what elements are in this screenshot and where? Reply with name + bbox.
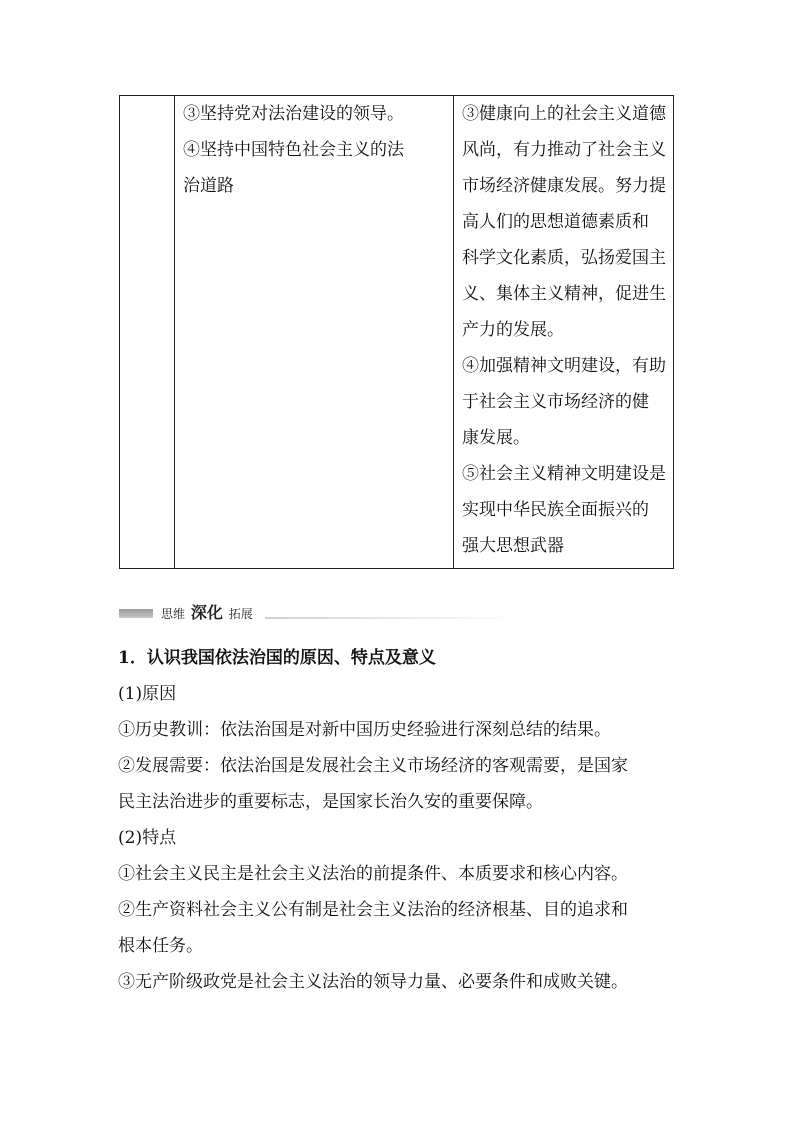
subheading-features: (2)特点	[118, 828, 177, 848]
section-header	[119, 600, 419, 626]
table-line: ④加强精神文明建设，有助	[462, 356, 666, 376]
table-line: 强大思想武器	[462, 536, 564, 556]
paragraph-line: 根本任务。	[118, 936, 203, 956]
table-line: 义、集体主义精神，促进生	[462, 284, 666, 304]
table-line: 市场经济健康发展。努力提	[462, 176, 666, 196]
paragraph-line: ①社会主义民主是社会主义法治的前提条件、本质要求和核心内容。	[118, 864, 628, 884]
section-title-part2: 深化	[190, 603, 223, 622]
table-line: 实现中华民族全面振兴的	[462, 500, 649, 520]
section-underline-decoration	[265, 617, 515, 619]
paragraph-line: 民主法治进步的重要标志，是国家长治久安的重要保障。	[118, 792, 543, 812]
paragraph-line: ③无产阶级政党是社会主义法治的领导力量、必要条件和成败关键。	[118, 972, 628, 992]
content-table	[119, 95, 674, 569]
table-line: 治道路	[183, 176, 234, 196]
table-line: ④坚持中国特色社会主义的法	[183, 140, 404, 160]
table-line: ⑤社会主义精神文明建设是	[462, 464, 666, 484]
table-row	[120, 96, 674, 569]
table-cell-right	[454, 96, 674, 569]
section-title-part3: 拓展	[228, 607, 253, 621]
paragraph-line: ①历史教训：依法治国是对新中国历史经验进行深刻总结的结果。	[118, 720, 611, 740]
table-line: 高人们的思想道德素质和	[462, 212, 649, 232]
section-heading: 1．认识我国依法治国的原因、特点及意义	[118, 648, 436, 668]
section-bar-decoration	[119, 609, 153, 618]
table-cell-empty	[120, 96, 175, 569]
table-line: 康发展。	[462, 428, 530, 448]
table-cell-left	[175, 96, 454, 569]
section-title-part1: 思维	[161, 607, 186, 621]
subheading-reasons: (1)原因	[118, 684, 177, 704]
table-line: 科学文化素质，弘扬爱国主	[462, 248, 666, 268]
table-line: 风尚，有力推动了社会主义	[462, 140, 666, 160]
table-line: 产力的发展。	[462, 320, 564, 340]
body-text	[118, 640, 688, 1000]
table-line: ③坚持党对法治建设的领导。	[183, 104, 404, 124]
paragraph-line: ②发展需要：依法治国是发展社会主义市场经济的客观需要，是国家	[118, 756, 628, 776]
table-line: 于社会主义市场经济的健	[462, 392, 649, 412]
table-line: ③健康向上的社会主义道德	[462, 104, 666, 124]
paragraph-line: ②生产资料社会主义公有制是社会主义法治的经济根基、目的追求和	[118, 900, 628, 920]
section-title	[161, 600, 253, 627]
